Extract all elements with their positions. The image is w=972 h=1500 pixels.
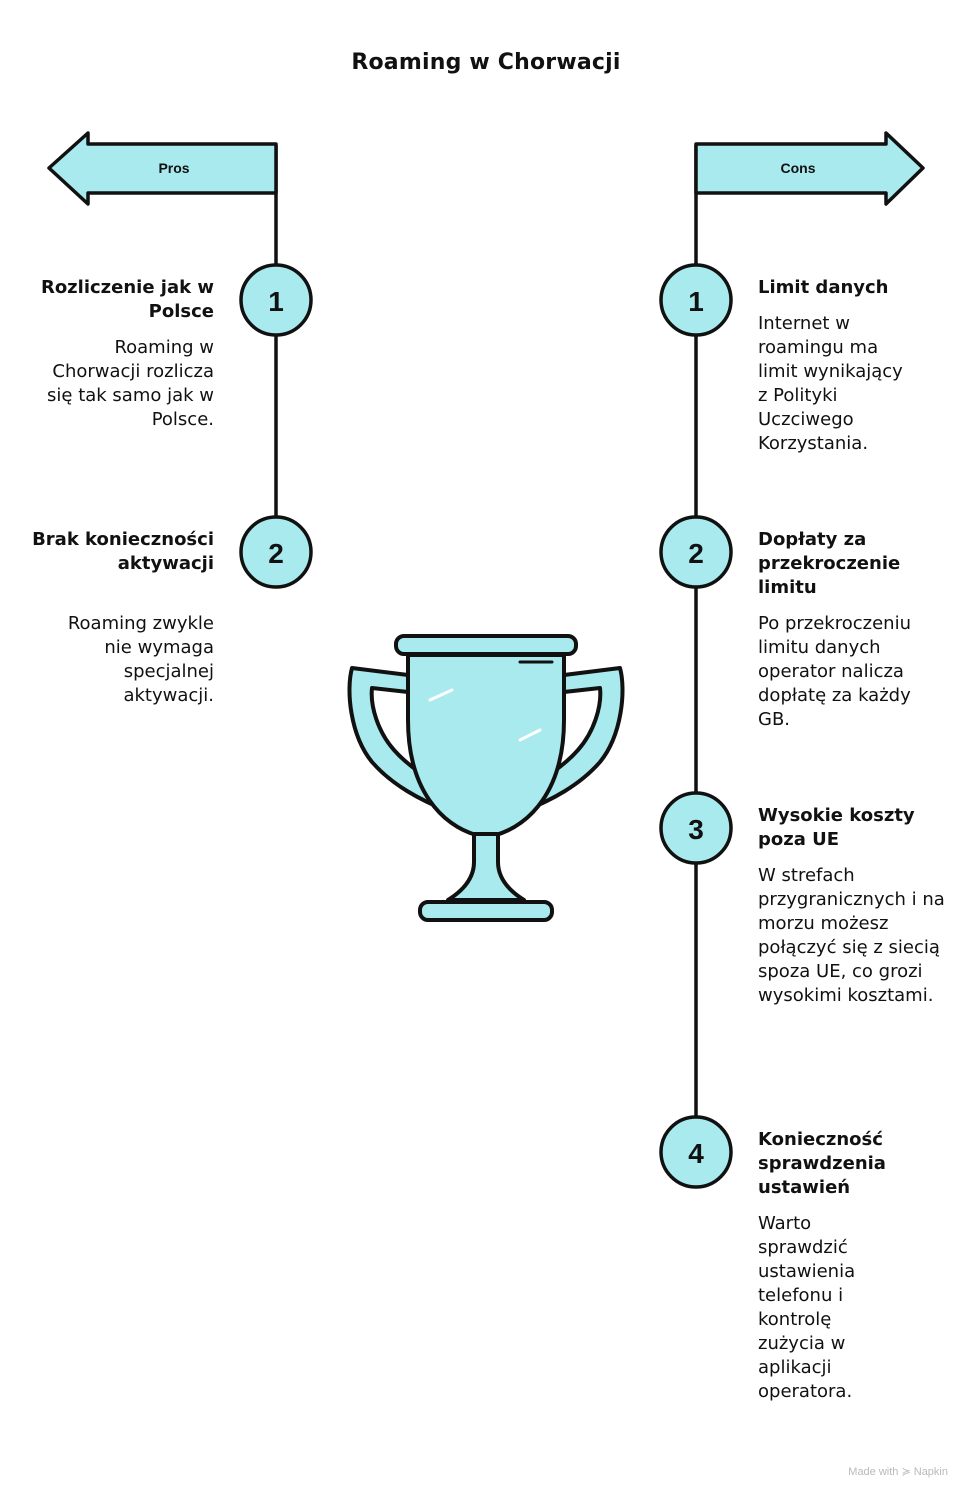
cons-item-2-title: Dopłaty za przekroczenie limitu [758,529,901,598]
pros-label: Pros [158,160,190,176]
page-title: Roaming w Chorwacji [351,50,621,75]
svg-text:4: 4 [688,1138,704,1169]
trophy-icon [349,636,622,920]
pros-marker-2 [241,517,311,587]
cons-item-3-title: Wysokie koszty poza UE [758,805,915,850]
cons-item-4-title: Konieczność sprawdzenia ustawień [758,1129,886,1198]
cons-item-1-title: Limit danych [758,277,889,298]
pros-marker-1 [241,265,311,335]
svg-text:1: 1 [688,286,704,317]
svg-text:1: 1 [268,286,284,317]
pros-item-2-title: Brak konieczności aktywacji [32,529,214,574]
cons-item-3-desc: W strefach przygranicznych i na morzu możesz połączyć się z siecią spoza UE, co grozi wysokimi kosztami. [758,865,945,1006]
pros-item-2-desc: Roaming zwykle nie wymaga specjalnej aktywacji. [67,613,214,706]
svg-text:2: 2 [688,538,704,569]
cons-marker-3 [661,793,731,863]
svg-text:3: 3 [688,814,704,845]
cons-marker-2 [661,517,731,587]
cons-item-1-desc: Internet w roamingu ma limit wynikający z Polityki Uczciwego Korzystania. [758,313,903,454]
cons-item-2-desc: Po przekroczeniu limitu danych operator nalicza dopłatę za każdy GB. [758,613,911,730]
cons-marker-4 [661,1117,731,1187]
pros-item-1-desc: Roaming w Chorwacji rozlicza się tak samo jak w Polsce. [47,337,214,430]
pros-item-1-title: Rozliczenie jak w Polsce [40,277,214,322]
cons-item-4-desc: Warto sprawdzić ustawienia telefonu i kontrolę zużycia w aplikacji operatora. [758,1213,856,1402]
pros-arrow [49,133,276,204]
cons-label: Cons [780,160,816,176]
cons-arrow [696,133,923,204]
svg-text:2: 2 [268,538,284,569]
cons-marker-1 [661,265,731,335]
made-with-credit: Made with ≽ Napkin [848,1466,948,1478]
